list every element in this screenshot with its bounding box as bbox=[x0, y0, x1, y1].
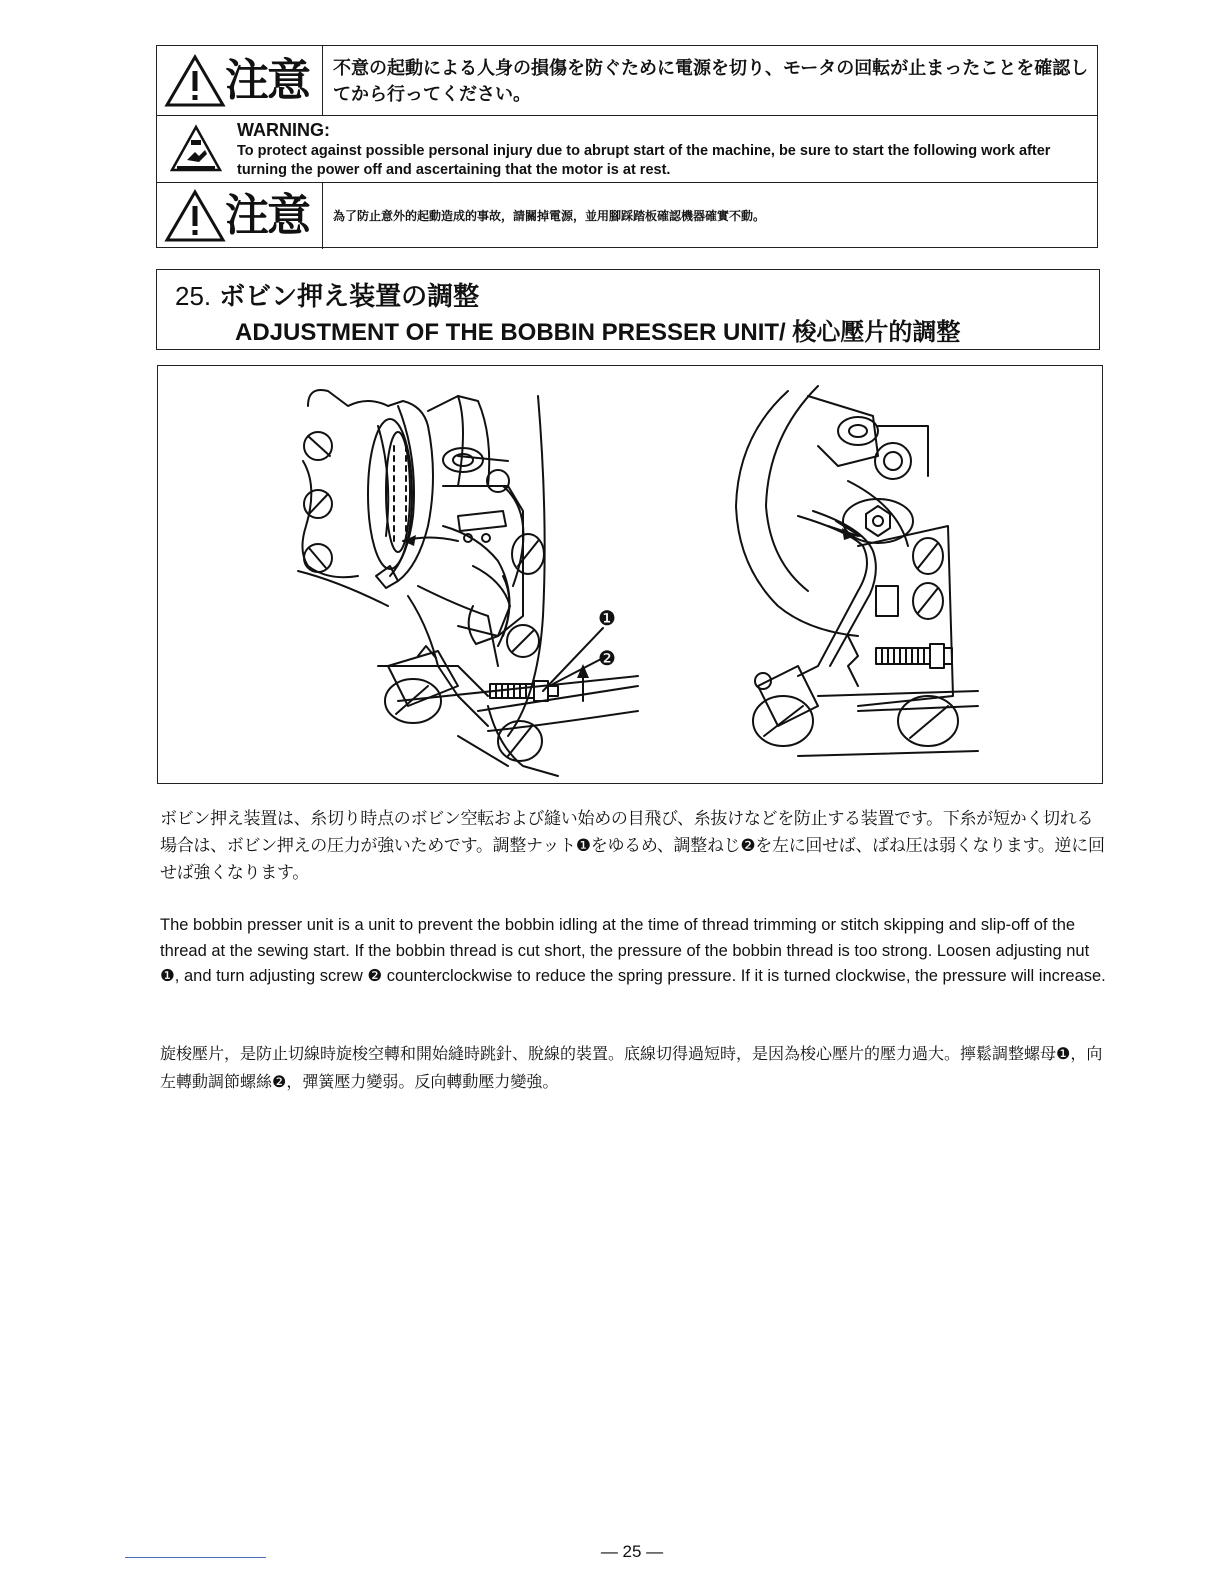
warning-row-english bbox=[157, 116, 1097, 183]
section-number: 25. bbox=[175, 281, 212, 311]
warning-text-english: To protect against possible personal injury due to abrupt start of the machine, be sure to start the following work after turning the power off and ascertaining that the motor is at rest. bbox=[237, 143, 1051, 178]
body-text-japanese: ボビン押え装置は、糸切り時点のボビン空転および縫い始めの目飛び、糸抜けなどを防止する装置です。下糸が短かく切れる場合は、ボビン押えの圧力が強いためです。調整ナット❶をゆるめ、調整ねじ❷を左に回せば、ばね圧は弱くなります。逆に回せば強くなります。 bbox=[160, 809, 1105, 883]
section-title-en: ADJUSTMENT OF THE BOBBIN PRESSER UNIT/ 梭心壓片的調整 bbox=[235, 319, 961, 346]
warning-text-japanese: 不意の起動による人身の損傷を防ぐために電源を切り、モータの回転が止まったことを確認してから行ってください。 bbox=[333, 58, 1089, 105]
mechanism-illustration bbox=[158, 366, 1104, 785]
body-text-english: The bobbin presser unit is a unit to prevent the bobbin idling at the time of thread trimming or stitch skipping and slip-off of the thread at the sewing start. If the bobbin thread is cut short, the pressure of the bobbin thread is too strong. Loosen adjusting nut ❶, and turn adjusting screw ❷ counterclockwise to reduce the spring pressure. If it is turned clockwise, the pressure will increase. bbox=[160, 916, 1106, 985]
section-header bbox=[156, 269, 1100, 350]
warning-triangle-icon bbox=[163, 188, 227, 244]
caution-text: 注意 bbox=[225, 54, 309, 106]
caution-text: 注意 bbox=[225, 190, 309, 241]
warning-box bbox=[156, 45, 1098, 248]
warning-text-chinese: 為了防止意外的起動造成的事故，請關掉電源，並用腳踩踏板確認機器確實不動。 bbox=[333, 209, 766, 223]
body-text-chinese: 旋梭壓片，是防止切線時旋梭空轉和開始縫時跳針、脫線的裝置。底線切得過短時，是因為梭心壓片的壓力過大。擰鬆調整螺母❶，向左轉動調節螺絲❷，彈簧壓力變弱。反向轉動壓力變強。 bbox=[160, 1044, 1103, 1091]
warning-row-japanese bbox=[157, 46, 1097, 116]
section-title-jp bbox=[175, 276, 479, 313]
page-number: — 25 — bbox=[600, 1542, 664, 1561]
callout-nut-1: ❶ bbox=[598, 606, 616, 630]
warning-icon-cell bbox=[157, 116, 231, 182]
bobbin-presser-figure bbox=[157, 365, 1103, 784]
left-mechanism-drawing bbox=[298, 390, 638, 776]
warning-row-chinese bbox=[157, 183, 1097, 249]
warning-title: WARNING: bbox=[237, 120, 330, 140]
footnote-rule bbox=[125, 1557, 266, 1558]
right-mechanism-drawing bbox=[736, 386, 978, 756]
section-title-jp-text: ボビン押え装置の調整 bbox=[219, 282, 480, 312]
warning-triangle-icon bbox=[163, 53, 227, 109]
hand-hazard-icon bbox=[169, 124, 223, 174]
caution-label-jp bbox=[157, 46, 323, 115]
callout-screw-2: ❷ bbox=[598, 646, 616, 670]
caution-label-cn bbox=[157, 183, 323, 249]
